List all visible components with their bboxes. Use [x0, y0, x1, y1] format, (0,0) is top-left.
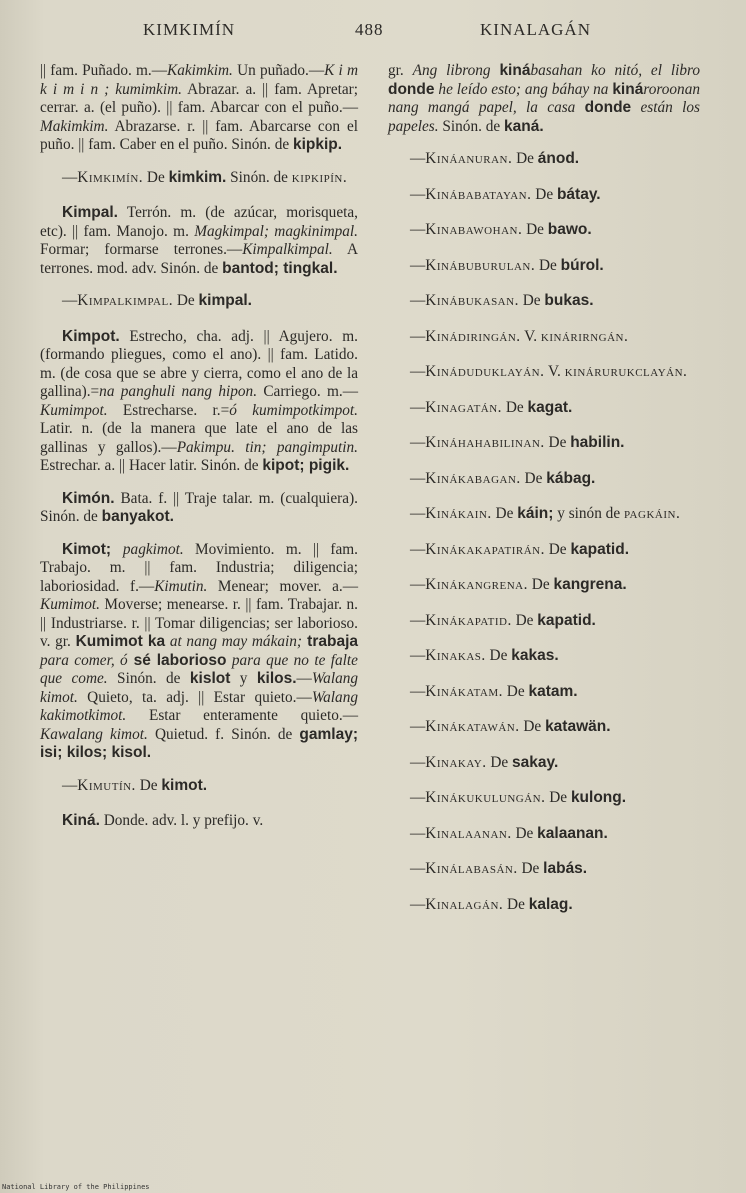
headword: Kimpal. — [62, 204, 118, 221]
small-caps-term: Kinákatawán. — [425, 718, 520, 735]
small-caps-term: Kinabawohan. — [425, 221, 523, 238]
small-caps-term: Kinádiringán. — [425, 327, 521, 345]
italic-text: Walang kimot. — [40, 670, 359, 706]
headword: kakas. — [511, 647, 559, 664]
entry-text: — — [410, 256, 426, 274]
small-caps-term: Kimutín. — [77, 776, 136, 794]
entry-text: De — [511, 611, 538, 629]
entry-text: De — [135, 776, 162, 794]
entry-text: Sinón. de — [438, 117, 504, 135]
headword: kipkip. — [292, 136, 343, 153]
entry-text: — — [62, 292, 78, 309]
cross-reference-entry — [388, 186, 700, 205]
headword: sakay. — [512, 753, 559, 771]
cross-reference-entry — [388, 257, 700, 276]
entry-text: Estar enteramente quieto.— — [126, 707, 358, 724]
entry-text: — — [410, 150, 426, 167]
italic-text: roroonan nang mangá papel, la casa — [388, 80, 700, 116]
italic-text: pagkimot. — [122, 540, 184, 558]
headword: kaná. — [504, 117, 544, 135]
entry-text: De — [502, 398, 528, 416]
small-caps-term: kinárurukclayán. — [564, 363, 688, 380]
italic-text: Magkimpal; magkinimpal. — [194, 222, 359, 240]
headword: bukas. — [544, 292, 594, 309]
small-caps-term: Kinálabasán. — [425, 860, 518, 877]
cross-reference-entry — [388, 576, 700, 595]
dictionary-entry — [40, 328, 358, 476]
italic-text: Makimkim. — [40, 117, 109, 135]
headword: kapatid. — [570, 540, 630, 558]
cross-reference-entry — [388, 470, 700, 489]
entry-text: — — [62, 776, 78, 794]
italic-text: basahan ko nitó, el libro — [530, 62, 701, 79]
small-caps-term: Kinalaanan. — [425, 824, 512, 842]
italic-text: para comer, ó — [40, 651, 128, 669]
small-caps-term: Kinakay. — [425, 753, 487, 771]
entry-text: V. — [544, 363, 565, 380]
cross-reference-entry — [388, 150, 700, 169]
headword: bátay. — [556, 185, 601, 203]
headword: katam. — [528, 682, 578, 700]
entry-text: — — [410, 576, 426, 593]
italic-text: at nang may mákain; — [165, 633, 302, 650]
entry-text: De — [503, 895, 529, 913]
cross-reference-entry — [388, 292, 700, 311]
cross-reference-entry — [40, 292, 358, 311]
entry-text: De — [520, 469, 547, 487]
header-left-guide-word: KIMKIMÍN — [143, 20, 236, 39]
headword: bantod; tingkal. — [222, 259, 338, 277]
headword: kimot. — [161, 776, 208, 794]
page-number: 488 — [355, 20, 384, 39]
entry-text: Movimiento. m. || fam. Trabajo. m. || fam. Industria; diligencia; laboriosidad. f.— — [40, 540, 358, 595]
small-caps-term: Kinákatam. — [425, 682, 503, 700]
small-caps-term: Kimpalkimpal. — [77, 292, 174, 309]
small-caps-term: Kinákangrena. — [425, 576, 528, 593]
cross-reference-entry — [388, 612, 700, 631]
italic-text: para que no te falte que come. — [40, 651, 358, 687]
entry-text: — — [410, 540, 426, 558]
entry-text: De — [527, 576, 554, 593]
headword: Kimpot. — [62, 327, 120, 345]
italic-text: Kawalang kimot. — [40, 725, 148, 743]
headword: kislot — [189, 670, 231, 687]
headword: ánod. — [537, 150, 580, 167]
entry-text: De — [522, 221, 548, 238]
headword: kapatid. — [537, 611, 596, 629]
small-caps-term: Kinákukulungán. — [425, 789, 546, 806]
entry-text: — — [410, 718, 426, 735]
cross-reference-entry — [388, 434, 700, 453]
entry-text: De — [544, 540, 571, 558]
entry-text: Sinón. de — [107, 670, 190, 687]
headword: gamlay; isi; kilos; kisol. — [40, 725, 358, 761]
cross-reference-entry — [388, 399, 700, 418]
small-caps-term: Kinalagán. — [425, 895, 504, 913]
italic-text: he leído esto; ang báhay na — [434, 80, 613, 98]
entry-text: — — [410, 895, 426, 913]
headword: habilin. — [570, 434, 625, 451]
entry-text: — — [410, 292, 426, 309]
header-right-guide-word: KINALAGÁN — [480, 20, 591, 39]
entry-text: — — [410, 434, 426, 451]
small-caps-term: Kinákain. — [425, 505, 492, 522]
small-caps-term: Kinákabagan. — [425, 469, 521, 487]
small-caps-term: Kináhahabilinan. — [425, 434, 545, 451]
italic-text: Kimpalkimpal. — [242, 241, 333, 258]
entry-text: De — [535, 256, 561, 274]
entry-text: De — [545, 789, 571, 806]
entry-text: Formar; formarse terrones.— — [40, 241, 243, 258]
headword: kilos. — [256, 670, 297, 687]
cross-reference-entry — [388, 505, 700, 524]
dictionary-entry — [40, 541, 358, 763]
small-caps-term: Kináanuran. — [425, 150, 513, 167]
library-footer: National Library of the Philippines — [2, 1183, 150, 1191]
italic-text: Pakimpu. tin; pangimputin. — [176, 438, 358, 456]
small-caps-term: Kinagatán. — [425, 398, 502, 416]
entry-text: — — [410, 221, 426, 238]
entry-text: De — [512, 150, 538, 167]
headword: trabaja — [302, 633, 358, 650]
cross-reference-entry — [388, 328, 700, 347]
entry-text: Terrón. m. (de azúcar, morisqueta, etc). || fam. Manojo. m. — [40, 204, 358, 240]
italic-text: Ang librong — [412, 62, 500, 79]
dictionary-entry — [40, 812, 358, 831]
cross-reference-entry — [388, 825, 700, 844]
italic-text: Kimutin. — [154, 577, 208, 595]
entry-text: — — [410, 753, 426, 771]
entry-text: y sinón de — [553, 505, 624, 522]
entry-text: — — [410, 789, 426, 806]
entry-text: De — [173, 292, 199, 309]
entry-text: De — [518, 292, 545, 309]
entry-text: y — [230, 670, 257, 687]
italic-text: ó kumimpotkimpot. — [229, 401, 359, 419]
entry-text: gr. — [388, 62, 413, 79]
entry-text: V. — [520, 327, 541, 345]
entry-text: — — [410, 185, 426, 203]
headword: Kiná. — [62, 812, 100, 829]
entry-text: Estrecho, cha. adj. || Agujero. m. (formando pliegues, como el ano). || fam. Latido. m. (de cosa que se abre y cierra, como el ano de la gallina).= — [40, 327, 358, 400]
entry-text: — — [410, 505, 426, 522]
entry-text: Sinón. de — [226, 168, 292, 186]
entry-text: De — [491, 505, 518, 522]
entry-text: Abrazarse. r. || fam. Abarcarse con el puño. || fam. Caber en el puño. Sinón. de — [40, 117, 358, 153]
headword: kimkim. — [168, 168, 227, 186]
cross-reference-entry — [388, 221, 700, 240]
running-head — [0, 18, 746, 46]
entry-text: — — [410, 824, 426, 842]
entry-text: De — [519, 718, 546, 735]
small-caps-term: Kimkimín. — [77, 168, 144, 186]
entry-text: De — [511, 824, 538, 842]
entry-text: Menear; mover. a.— — [207, 577, 359, 595]
small-caps-term: Kinábabatayan. — [425, 185, 532, 203]
italic-text: Kumimpot. — [40, 401, 108, 419]
entry-text: || fam. Puñado. m.— — [40, 62, 168, 79]
entry-text: A terrones. mod. adv. Sinón. de — [40, 241, 359, 277]
headword: Kimot; — [62, 540, 123, 558]
italic-text: K i m k i m i n ; kumimkim. — [40, 62, 358, 98]
cross-reference-entry — [388, 363, 700, 382]
italic-text: Walang kakimotkimot. — [40, 688, 358, 724]
small-caps-term: pagkáin. — [623, 505, 681, 522]
cross-reference-entry — [388, 647, 700, 666]
dictionary-entry — [40, 62, 358, 155]
small-caps-term: kipkipín. — [291, 168, 348, 186]
cross-reference-entry — [388, 718, 700, 737]
headword: kalaanan. — [537, 824, 608, 842]
entry-text: — — [410, 682, 426, 700]
entry-text: — — [410, 363, 426, 380]
entry-text: Estrechar. a. || Hacer latir. Sinón. de — [40, 457, 263, 474]
italic-text: Kakimkim. — [167, 62, 233, 79]
entry-text: Latir. n. (de la manera que late el ano de las gallinas y gallos).— — [40, 420, 358, 456]
entry-text: Donde. adv. l. y prefijo. v. — [99, 812, 264, 829]
cross-reference-entry — [388, 896, 700, 915]
entry-text: Abrazar. a. || fam. Apretar; cerrar. a. (el puño). || fam. Abarcar con el puño.— — [40, 80, 358, 116]
entry-text: — — [296, 670, 312, 687]
entry-text: De — [143, 168, 169, 186]
dictionary-entry — [40, 204, 358, 278]
headword: donde — [584, 99, 632, 116]
entry-text: Estrecharse. r.= — [107, 401, 230, 419]
small-caps-term: Kinakas. — [425, 647, 486, 664]
cross-reference-entry — [388, 860, 700, 879]
small-caps-term: Kinákapatid. — [425, 611, 512, 629]
headword: katawän. — [545, 718, 611, 735]
headword: banyakot. — [101, 508, 174, 525]
small-caps-term: Kinábuburulan. — [425, 256, 536, 274]
entry-text: Quietud. f. Sinón. de — [147, 725, 300, 743]
entry-text: Moverse; menearse. r. || fam. Trabajar. n. || Industriarse. r. || Tomar diligencias; ser laborioso. v. gr. — [40, 596, 358, 650]
headword: Kimón. — [62, 489, 115, 507]
entry-text: — — [410, 469, 426, 487]
entry-text: De — [485, 647, 512, 664]
entry-text: Bata. f. || Traje talar. m. (cualquiera). Sinón. de — [40, 489, 358, 525]
cross-reference-entry — [40, 169, 358, 188]
entry-text: De — [544, 434, 571, 451]
small-caps-term: Kinábukasan. — [425, 292, 519, 309]
italic-text: están los papeles. — [388, 99, 700, 135]
headword: Kumimot ka — [75, 633, 166, 650]
entry-text: Un puñado.— — [232, 62, 325, 79]
entry-text: Quieto, ta. adj. || Estar quieto.— — [77, 688, 312, 706]
entry-text: De — [531, 185, 557, 203]
right-column — [388, 62, 700, 931]
headword: kipot; pigik. — [262, 457, 350, 474]
entry-text: — — [410, 647, 426, 664]
headword: sé laborioso — [127, 651, 227, 669]
headword: kábag. — [546, 469, 596, 487]
entry-text: — — [410, 611, 426, 629]
dictionary-entry — [388, 62, 700, 136]
headword: kulong. — [570, 789, 627, 806]
entry-text: Carriego. m.— — [257, 383, 358, 400]
entry-text: — — [410, 398, 426, 416]
headword: káin; — [517, 505, 554, 522]
entry-text: — — [410, 327, 426, 345]
headword: kiná — [499, 62, 531, 79]
small-caps-term: Kinákakapatirán. — [425, 540, 545, 558]
entry-text: De — [486, 753, 513, 771]
italic-text: na panghuli nang hipon. — [99, 383, 258, 400]
entry-text: De — [517, 860, 544, 877]
cross-reference-entry — [388, 789, 700, 808]
headword: kalag. — [528, 895, 573, 913]
headword: kimpal. — [198, 292, 252, 309]
small-caps-term: kinárirngán. — [540, 327, 629, 345]
headword: donde — [388, 80, 435, 98]
cross-reference-entry — [388, 754, 700, 773]
headword: labás. — [543, 860, 588, 877]
italic-text: Kumimot. — [40, 596, 100, 613]
cross-reference-entry — [40, 777, 358, 796]
dictionary-entry — [40, 490, 358, 527]
entry-text: — — [62, 168, 78, 186]
left-column — [40, 62, 358, 845]
headword: kangrena. — [553, 576, 627, 593]
small-caps-term: Kináduduklayán. — [425, 363, 545, 380]
cross-reference-entry — [388, 683, 700, 702]
entry-text: De — [502, 682, 529, 700]
headword: kagat. — [527, 398, 573, 416]
entry-text: — — [410, 860, 426, 877]
headword: kiná — [612, 80, 644, 98]
headword: bawo. — [547, 221, 592, 238]
headword: búrol. — [560, 256, 604, 274]
cross-reference-entry — [388, 541, 700, 560]
